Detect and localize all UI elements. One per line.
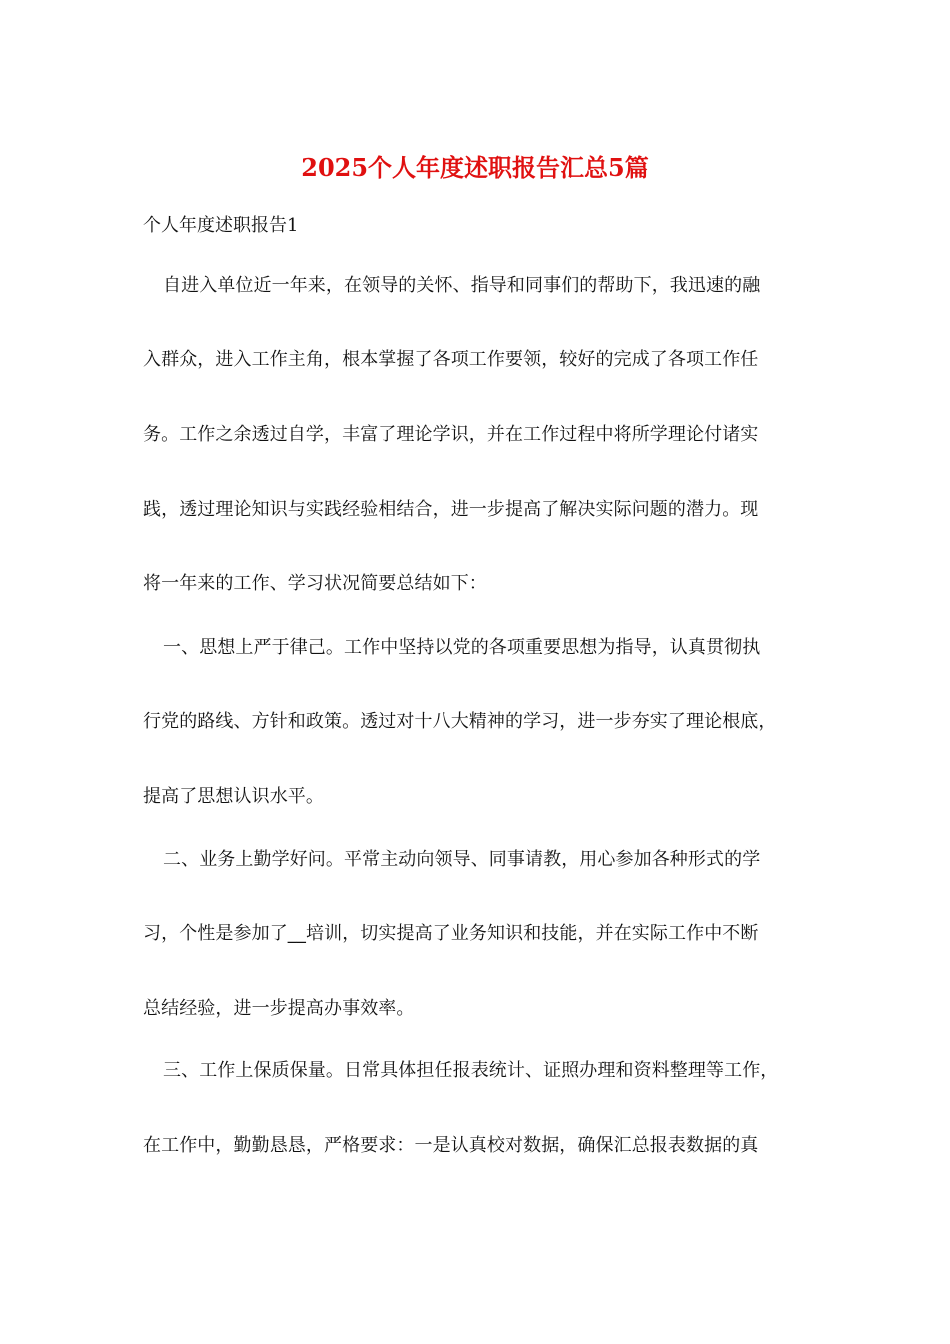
section-heading	[143, 212, 298, 240]
paragraph-line: 行党的路线、方针和政策。透过对十八大精神的学习，进一步夯实了理论根底，	[143, 711, 777, 732]
paragraph-line: 将一年来的工作、学习状况简要总结如下：	[143, 573, 487, 594]
paragraph-line: 一、思想上严于律己。工作中坚持以党的各项重要思想为指导，认真贯彻执	[163, 637, 761, 658]
paragraph-line: 二、业务上勤学好问。平常主动向领导、同事请教，用心参加各种形式的学	[163, 849, 761, 870]
paragraph-line: 三、工作上保质保量。日常具体担任报表统计、证照办理和资料整理等工作，	[163, 1060, 779, 1081]
section-number: 1	[287, 215, 299, 236]
document-title: 2025个人年度述职报告汇总5篇	[301, 153, 649, 182]
paragraph-line: 入群众，进入工作主角，根本掌握了各项工作要领，较好的完成了各项工作任	[143, 349, 759, 370]
paragraph-line: 在工作中，勤勤恳恳，严格要求：一是认真校对数据，确保汇总报表数据的真	[143, 1135, 759, 1156]
paragraph-line: 自进入单位近一年来，在领导的关怀、指导和同事们的帮助下，我迅速的融	[163, 275, 761, 296]
paragraph-line: 习，个性是参加了__培训，切实提高了业务知识和技能，并在实际工作中不断	[143, 923, 759, 944]
section-heading-text: 个人年度述职报告	[143, 215, 287, 236]
paragraph-line: 提高了思想认识水平。	[143, 786, 324, 807]
paragraph-line: 践，透过理论知识与实践经验相结合，进一步提高了解决实际问题的潜力。现	[143, 499, 759, 520]
paragraph-line: 务。工作之余透过自学，丰富了理论学识，并在工作过程中将所学理论付诸实	[143, 424, 759, 445]
paragraph-line: 总结经验，进一步提高办事效率。	[143, 998, 415, 1019]
